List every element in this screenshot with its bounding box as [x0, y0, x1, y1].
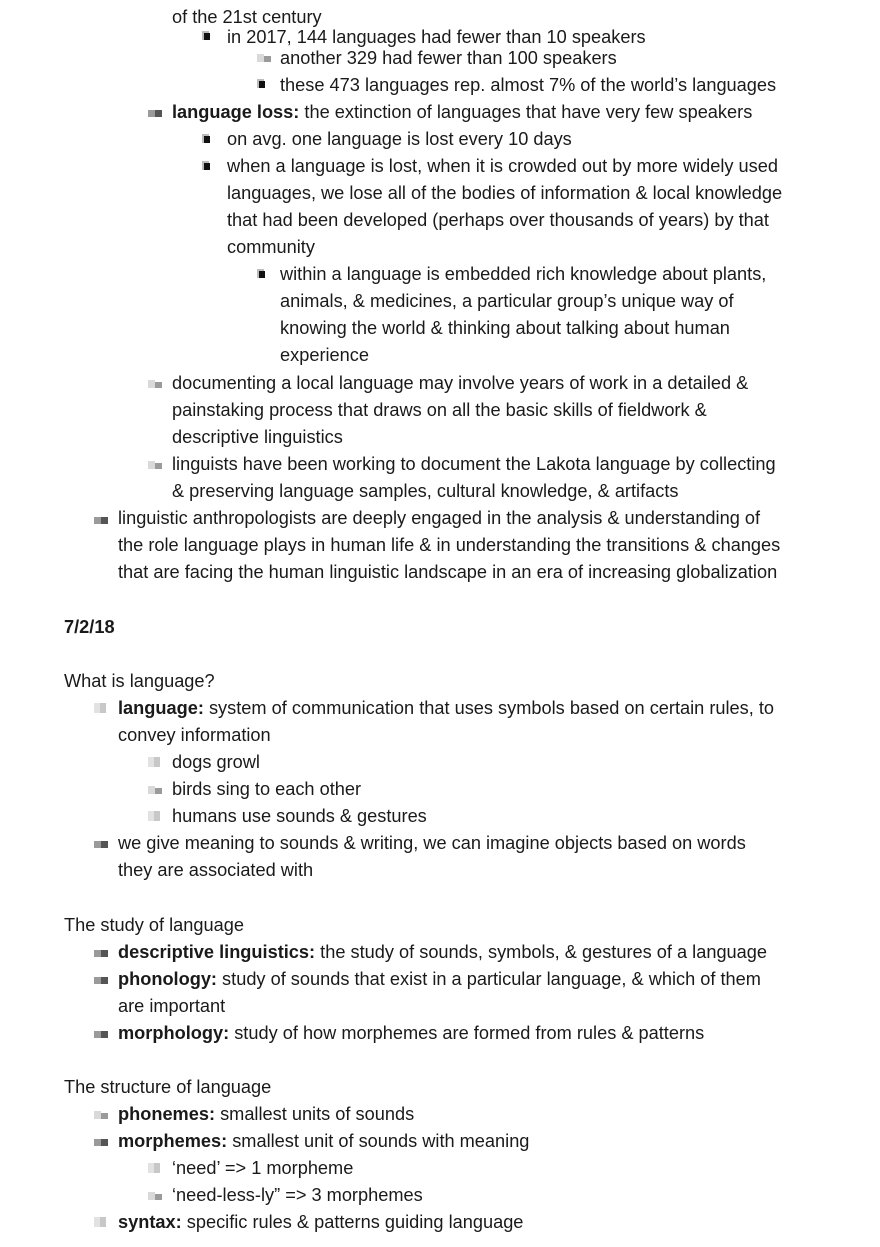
section-heading: The structure of language: [64, 1077, 272, 1097]
bullet-icon: [202, 161, 216, 171]
term-label: phonemes:: [118, 1104, 216, 1124]
text-line: ‘need-less-ly” => 3 morphemes: [172, 1185, 423, 1205]
text-line: that had been developed (perhaps over thousands of years) by that: [227, 210, 769, 230]
text-line: morphemes: smallest unit of sounds with meaning: [118, 1131, 530, 1151]
text-line: syntax: specific rules & patterns guiding language: [118, 1212, 524, 1232]
text-line: phonology: study of sounds that exist in a particular language, & which of them: [118, 969, 761, 989]
text-line: the role language plays in human life & in understanding the transitions & changes: [118, 535, 781, 555]
text-line: convey information: [118, 725, 271, 745]
text-line: painstaking process that draws on all the basic skills of fieldwork &: [172, 400, 707, 420]
bullet-icon: [148, 784, 162, 794]
text-line: that are facing the human linguistic landscape in an era of increasing globalization: [118, 562, 778, 582]
text-line: descriptive linguistics: the study of sounds, symbols, & gestures of a language: [118, 942, 768, 962]
bullet-icon: [94, 514, 108, 524]
bullet-icon: [94, 974, 108, 984]
text-line: linguistic anthropologists are deeply engaged in the analysis & understanding of: [118, 508, 761, 528]
bullet-icon: [148, 1190, 162, 1200]
text-line: birds sing to each other: [172, 779, 362, 799]
text-line: these 473 languages rep. almost 7% of the world’s languages: [280, 75, 777, 95]
text-line: & preserving language samples, cultural knowledge, & artifacts: [172, 481, 679, 501]
bullet-icon: [202, 31, 216, 41]
text-line: language loss: the extinction of languages that have very few speakers: [172, 102, 753, 122]
bullet-icon: [148, 811, 162, 821]
text-line: humans use sounds & gestures: [172, 806, 427, 826]
bullet-icon: [94, 703, 108, 713]
text-line: another 329 had fewer than 100 speakers: [280, 48, 617, 68]
text-line: they are associated with: [118, 860, 314, 880]
text-line: dogs growl: [172, 752, 260, 772]
text-line: community: [227, 237, 315, 257]
text-line: knowing the world & thinking about talking about human: [280, 318, 730, 338]
term-label: phonology:: [118, 969, 217, 989]
term-label: language:: [118, 698, 204, 718]
text-line: language: system of communication that uses symbols based on certain rules, to: [118, 698, 775, 718]
text-line: we give meaning to sounds & writing, we can imagine objects based on words: [118, 833, 746, 853]
text-line: animals, & medicines, a particular group’s unique way of: [280, 291, 734, 311]
text-line: linguists have been working to document the Lakota language by collecting: [172, 454, 776, 474]
text-line: within a language is embedded rich knowledge about plants,: [280, 264, 767, 284]
bullet-icon: [257, 269, 271, 279]
bullet-icon: [94, 1028, 108, 1038]
bullet-icon: [148, 459, 162, 469]
bullet-icon: [94, 947, 108, 957]
bullet-icon: [148, 378, 162, 388]
term-label: descriptive linguistics:: [118, 942, 316, 962]
text-line: descriptive linguistics: [172, 427, 343, 447]
text-line: ‘need’ => 1 morpheme: [172, 1158, 354, 1178]
bullet-icon: [257, 52, 271, 62]
text-line: languages, we lose all of the bodies of information & local knowledge: [227, 183, 783, 203]
text-line: experience: [280, 345, 369, 365]
term-label: syntax:: [118, 1212, 182, 1232]
term-label: morphology:: [118, 1023, 230, 1043]
bullet-icon: [148, 757, 162, 767]
text-line: morphology: study of how morphemes are formed from rules & patterns: [118, 1023, 705, 1043]
text-line: of the 21st century: [172, 7, 322, 27]
text-line: in 2017, 144 languages had fewer than 10 speakers: [227, 27, 646, 47]
bullet-icon: [94, 1109, 108, 1119]
bullet-icon: [202, 134, 216, 144]
date-heading: 7/2/18: [64, 617, 115, 637]
text-line: on avg. one language is lost every 10 days: [227, 129, 572, 149]
text-line: when a language is lost, when it is crowded out by more widely used: [227, 156, 778, 176]
text-line: are important: [118, 996, 226, 1016]
bullet-icon: [94, 838, 108, 848]
text-line: phonemes: smallest units of sounds: [118, 1104, 415, 1124]
bullet-icon: [94, 1136, 108, 1146]
term-label: language loss:: [172, 102, 300, 122]
section-heading: The study of language: [64, 915, 244, 935]
bullet-icon: [148, 107, 162, 117]
bullet-icon: [148, 1163, 162, 1173]
bullet-icon: [257, 79, 271, 89]
term-label: morphemes:: [118, 1131, 228, 1151]
bullet-icon: [94, 1217, 108, 1227]
text-line: documenting a local language may involve years of work in a detailed &: [172, 373, 749, 393]
section-heading: What is language?: [64, 671, 215, 691]
